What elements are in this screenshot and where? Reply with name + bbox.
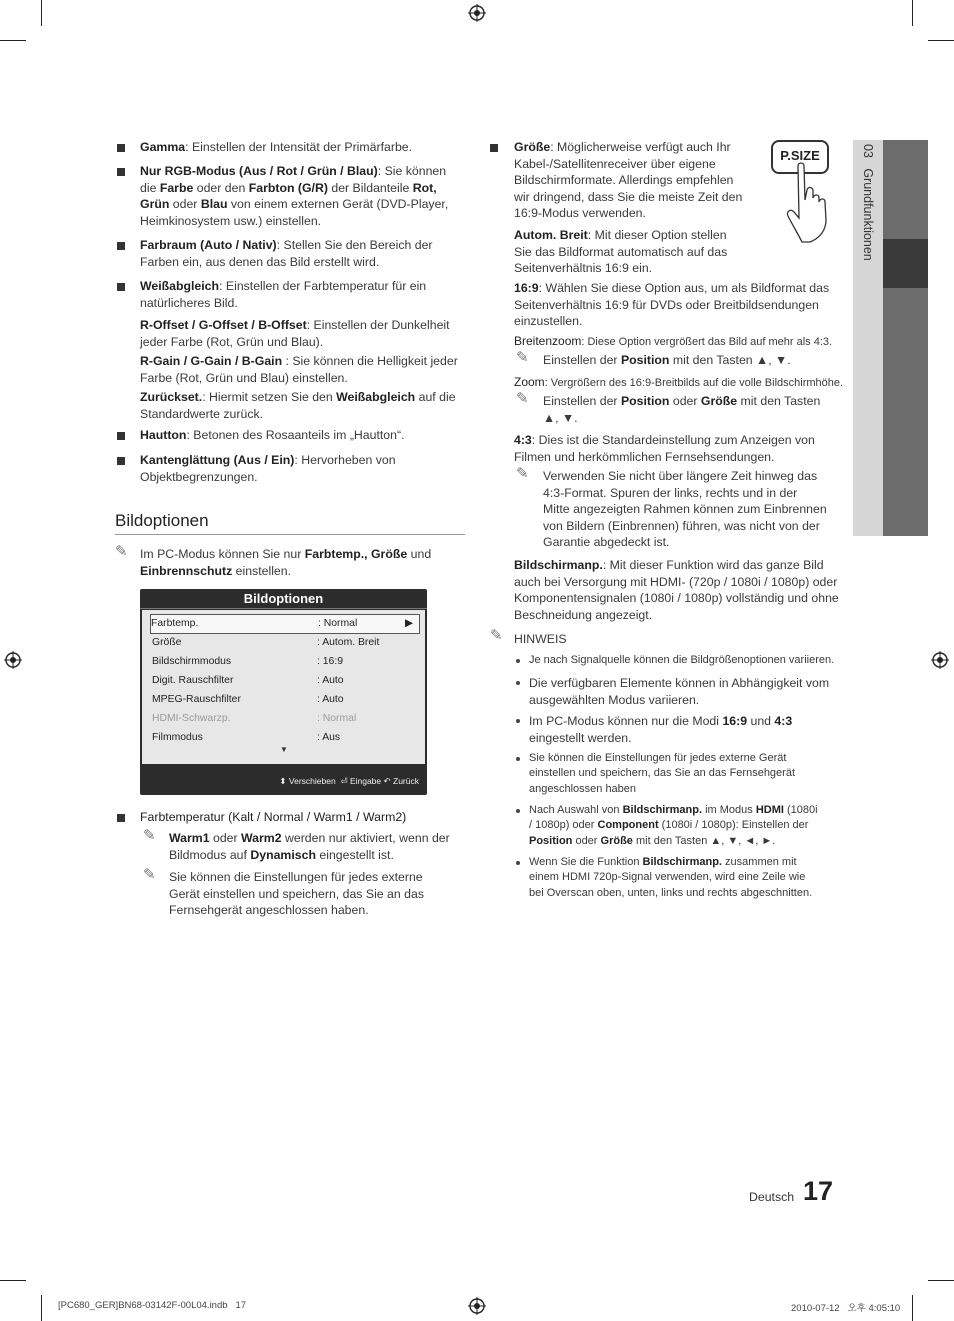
groesse-item: Größe: Möglicherweise verfügt auch Ihr Kabel-/Satellitenreceiver über eigene Bildschirmformate. Allerdings empfehlen wir dringend, dass Sie die meiste Zeit den 16:9-Modus verwenden.	[514, 140, 743, 221]
footer-file: [PC680_GER]BN68-03142F-00L04.indb 17	[58, 1300, 247, 1311]
osd-menu	[140, 589, 427, 795]
right-arrow-icon: ▶	[405, 618, 413, 629]
osd-row-filmmodus[interactable]: Filmmodus : Aus	[152, 732, 341, 743]
bullet-square	[117, 432, 125, 440]
osd-title: Bildoptionen	[140, 589, 427, 609]
return-icon: ↶	[383, 776, 391, 786]
mode-169-item: 16:9: Wählen Sie diese Option aus, um als Bildformat das Seitenverhältnis 16:9 für DVDs oder Breitbildsendungen einzustellen.	[514, 281, 830, 329]
osd-panel	[142, 610, 425, 764]
farbtemperatur-item: Farbtemperatur (Kalt / Normal / Warm1 / Warm2)	[140, 810, 407, 824]
hinweis-item-3: Im PC-Modus können nur die Modi 16:9 und 4:3 eingestellt werden.	[529, 714, 793, 745]
note-pencil-icon: ✎	[516, 349, 529, 366]
bullet-square	[490, 144, 498, 152]
farbraum-item: Farbraum (Auto / Nativ): Stellen Sie den Bereich der Farben ein, aus denen das Bild erstellt wird.	[140, 238, 433, 269]
chapter-side-tab	[853, 140, 928, 536]
enter-icon: ⏎	[340, 776, 348, 786]
rgb-mode-item: Nur RGB-Modus (Aus / Rot / Grün / Blau): Sie können die Farbe oder den Farbton (G/R) der Bildanteile Rot, Grün oder Blau von einem externen Gerät (DVD-Player, Heimkinosystem usw.) einstellen.	[140, 164, 449, 228]
updown-icon: ⬍	[279, 776, 287, 786]
side-tab-active	[883, 239, 928, 288]
zoom-item: Zoom: Vergrößern des 16:9-Breitbilds auf die volle Bildschirmhöhe.	[514, 375, 844, 389]
registration-mark-icon	[931, 651, 949, 669]
note-pencil-icon: ✎	[143, 827, 156, 844]
osd-footer: ⬍ Verschieben ⏎ Eingabe ↶ Zurück	[279, 776, 419, 786]
zoom-note: Einstellen der Position oder Größe mit den Tasten ▲, ▼.	[543, 394, 821, 425]
hinweis-heading: HINWEIS	[514, 632, 567, 646]
hand-pointer-icon	[780, 160, 840, 244]
note-pencil-icon: ✎	[143, 866, 156, 883]
note-pencil-icon: ✎	[115, 543, 128, 560]
hautton-item: Hautton: Betonen des Rosaanteils im „Hautton“.	[140, 428, 405, 442]
footer-date: 2010-07-12 오후 4:05:10	[791, 1303, 901, 1314]
section-heading: Bildoptionen	[115, 511, 209, 530]
breitenzoom-note: Einstellen der Position mit den Tasten ▲, ▼.	[543, 353, 791, 367]
osd-row-rauschfilter[interactable]: Digit. Rauschfilter : Auto	[152, 675, 344, 686]
gamma-item: Gamma: Einstellen der Intensität der Primärfarbe.	[140, 140, 413, 154]
breitenzoom-item: Breitenzoom: Diese Option vergrößert das Bild auf mehr als 4:3.	[514, 334, 833, 348]
footer-language: Deutsch	[749, 1190, 795, 1204]
osd-row-mpeg[interactable]: MPEG-Rauschfilter : Auto	[152, 694, 344, 705]
registration-mark-icon	[4, 651, 22, 669]
hinweis-item-4: Sie können die Einstellungen für jedes externe Gerät einstellen und speichern, das Sie an das Fernsehgerät angeschlossen haben	[529, 752, 796, 795]
side-tab-dark	[883, 140, 928, 536]
bullet-square	[117, 242, 125, 250]
chapter-label: 03 Grundfunktionen	[861, 144, 875, 261]
bullet-square	[117, 457, 125, 465]
osd-row-hdmi: HDMI-Schwarzp. : Normal	[152, 713, 357, 724]
bullet-dot	[516, 861, 520, 865]
weissabgleich-item: Weißabgleich: Einstellen der Farbtemperatur für ein natürlicheres Bild.	[140, 279, 427, 310]
bullet-dot	[516, 757, 520, 761]
bullet-square	[117, 814, 125, 822]
external-device-note: Sie können die Einstellungen für jedes externe Gerät einstellen und speichern, das Sie an das Fernsehgerät angeschlossen haben.	[169, 870, 424, 918]
mode-43-item: 4:3: Dies ist die Standardeinstellung zum Anzeigen von Filmen und herkömmlichen Fernsehsendungen.	[514, 433, 815, 464]
osd-row-bildschirmmodus[interactable]: Bildschirmmodus : 16:9	[152, 656, 343, 667]
psize-button-icon: P.SIZE	[771, 140, 829, 174]
bildschirmanp-item: Bildschirmanp.: Mit dieser Funktion wird das ganze Bild auch bei Versorgung mit HDMI- (720p / 1080i / 1080p) oder Komponentensignalen (1080i / 1080p) vollständig und ohne Beschneidung angezeigt.	[514, 558, 839, 622]
autom-breit-item: Autom. Breit: Mit dieser Option stellen Sie das Bildformat automatisch auf das Seitenverhältnis 16:9 ein.	[514, 228, 728, 276]
kanten-item: Kantenglättung (Aus / Ein): Hervorheben von Objektbegrenzungen.	[140, 453, 396, 484]
bullet-dot	[516, 659, 520, 663]
osd-row-groesse[interactable]: Größe : Autom. Breit	[152, 637, 380, 648]
bullet-dot	[516, 719, 520, 723]
bullet-dot	[516, 809, 520, 813]
bullet-dot	[516, 681, 520, 685]
heading-rule	[115, 534, 465, 535]
registration-mark-icon	[468, 4, 486, 22]
hinweis-item-1: Je nach Signalquelle können die Bildgrößenoptionen variieren.	[529, 654, 835, 666]
bullet-square	[117, 144, 125, 152]
mode-43-note: Verwenden Sie nicht über längere Zeit hinweg das 4:3-Format. Spuren der links, rechts und in der Mitte angezeigten Rahmen können zum Einbrennen von Bildern (Einbrennen) führen, was nicht von der Garantie abgedeckt ist.	[543, 469, 827, 550]
hinweis-item-6: Wenn Sie die Funktion Bildschirmanp. zusammen mit einem HDMI 720p-Signal verwenden, wird eine Zeile wie bei Overscan oben, unten, links und rechts abgeschnitten.	[529, 856, 813, 899]
bullet-square	[117, 283, 125, 291]
warm-note: Warm1 oder Warm2 werden nur aktiviert, wenn der Bildmodus auf Dynamisch eingestellt ist.	[169, 831, 450, 862]
hinweis-item-5: Nach Auswahl von Bildschirmanp. im Modus HDMI (1080i / 1080p) oder Component (1080i / 1080p): Einstellen der Position oder Größe mit den Tasten ▲, ▼, ◄, ►.	[529, 804, 818, 847]
offset-item: R-Offset / G-Offset / B-Offset: Einstellen der Dunkelheit jeder Farbe (Rot, Grün und Blau).	[140, 318, 450, 349]
note-pencil-icon: ✎	[490, 627, 503, 644]
page-number: 17	[803, 1176, 834, 1206]
note-pencil-icon: ✎	[516, 390, 529, 407]
reset-item: Zurückset.: Hiermit setzen Sie den Weißabgleich auf die Standardwerte zurück.	[140, 390, 456, 421]
osd-row-farbtemp[interactable]: Farbtemp. : Normal ▶	[150, 614, 420, 634]
gain-item: R-Gain / G-Gain / B-Gain : Sie können die Helligkeit jeder Farbe (Rot, Grün und Blau) einstellen.	[140, 354, 458, 385]
hinweis-item-2: Die verfügbaren Elemente können in Abhängigkeit vom ausgewählten Modus variieren.	[529, 676, 830, 707]
registration-mark-icon	[468, 1297, 486, 1315]
note-pencil-icon: ✎	[516, 465, 529, 482]
bullet-square	[117, 168, 125, 176]
down-arrow-icon: ▼	[280, 745, 288, 754]
pc-mode-note: Im PC-Modus können Sie nur Farbtemp., Größe und Einbrennschutz einstellen.	[140, 547, 432, 578]
